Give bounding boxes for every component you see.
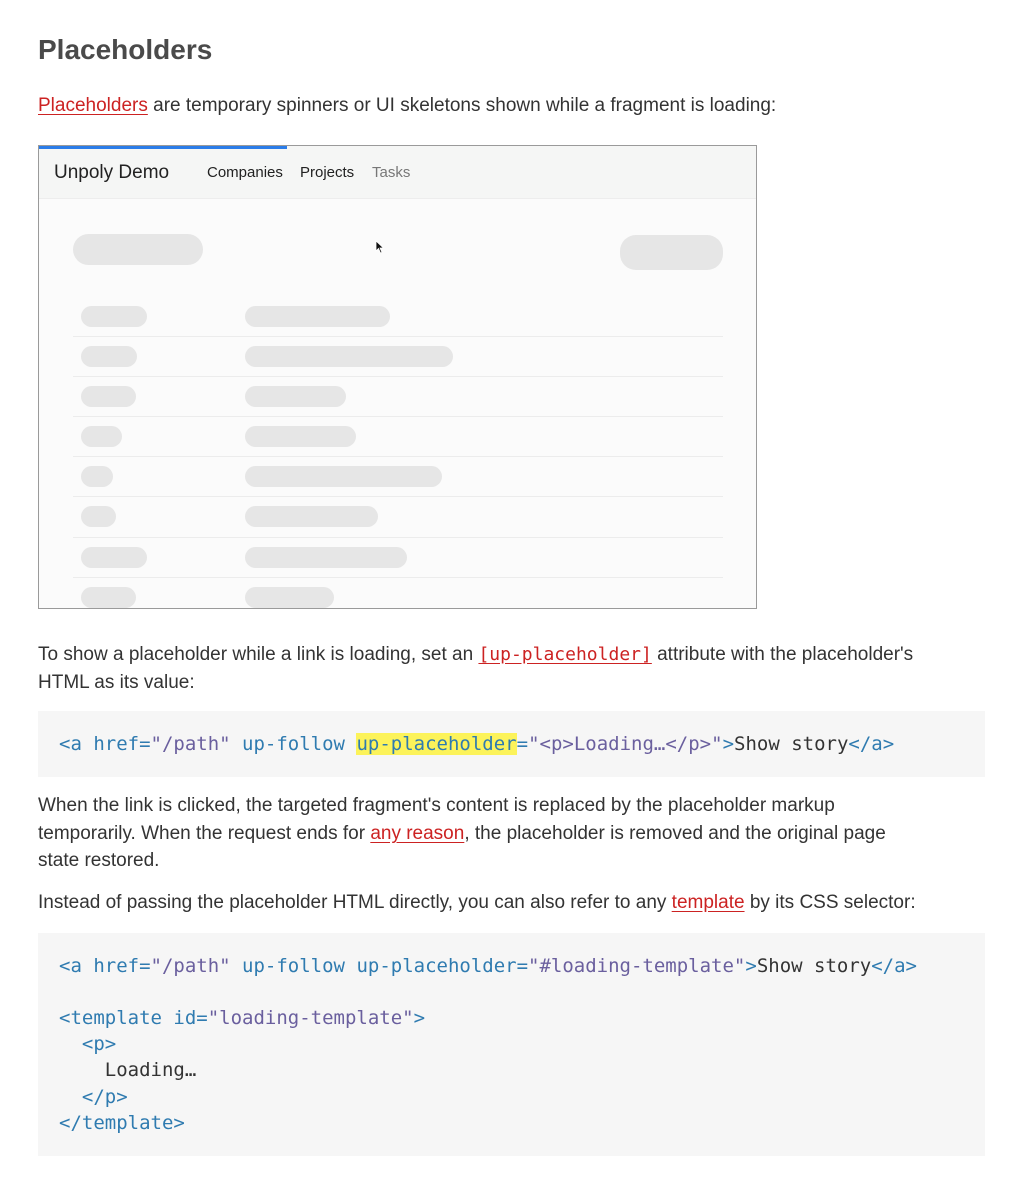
- demo-nav-tasks[interactable]: Tasks: [372, 164, 411, 181]
- skeleton-cell: [81, 426, 122, 447]
- skeleton-cell: [245, 547, 407, 568]
- code-line: <template id="loading-template">: [59, 1007, 426, 1029]
- skeleton-cell: [81, 587, 136, 608]
- skeleton-button: [620, 235, 723, 270]
- code-line: <a href="/path" up-follow up-placeholder="<p>Loading…</p>">Show story</a>: [59, 733, 895, 755]
- placeholder-attr-paragraph-line2: HTML as its value:: [38, 672, 195, 693]
- page-title: Placeholders: [38, 34, 213, 65]
- link-clicked-paragraph-line1: When the link is clicked, the targeted fragment's content is replaced by the placeholder markup: [38, 795, 835, 816]
- skeleton-cell: [245, 386, 346, 407]
- skeleton-row-divider: [73, 456, 723, 457]
- skeleton-row-divider: [73, 376, 723, 377]
- demo-nav-companies[interactable]: Companies: [207, 164, 283, 181]
- skeleton-cell: [81, 547, 147, 568]
- skeleton-heading: [73, 234, 203, 265]
- code-line: </template>: [59, 1112, 185, 1134]
- demo-navbar: [39, 146, 756, 199]
- skeleton-cell: [245, 346, 453, 367]
- code-line: <p>: [59, 1033, 117, 1055]
- skeleton-cell: [245, 587, 334, 608]
- placeholders-link[interactable]: Placeholders: [38, 95, 148, 116]
- skeleton-row-divider: [73, 416, 723, 417]
- skeleton-row-divider: [73, 577, 723, 578]
- intro-text: are temporary spinners or UI skeletons shown while a fragment is loading:: [147, 95, 777, 116]
- up-placeholder-attr-link[interactable]: [up-placeholder]: [478, 644, 652, 665]
- skeleton-cell: [245, 426, 356, 447]
- highlighted-attribute: up-placeholder: [356, 733, 517, 755]
- skeleton-cell: [81, 386, 136, 407]
- link-clicked-paragraph-line3: state restored.: [38, 850, 160, 871]
- demo-brand[interactable]: Unpoly Demo: [54, 162, 170, 183]
- skeleton-row-divider: [73, 537, 723, 538]
- any-reason-link[interactable]: any reason: [370, 823, 465, 844]
- skeleton-cell: [245, 466, 442, 487]
- template-paragraph: Instead of passing the placeholder HTML directly, you can also refer to any template by its CSS selector:: [38, 892, 916, 913]
- demo-progress-bar: [39, 146, 287, 149]
- link-clicked-paragraph-line2: temporarily. When the request ends for any reason, the placeholder is removed and the original page: [38, 823, 886, 844]
- intro-paragraph: [38, 92, 776, 120]
- code-block-inline-placeholder: [38, 711, 985, 777]
- skeleton-cell: [245, 306, 390, 327]
- skeleton-cell: [245, 506, 378, 527]
- skeleton-cell: [81, 506, 116, 527]
- code-line: </p>: [59, 1086, 128, 1108]
- demo-nav-projects[interactable]: Projects: [300, 164, 355, 181]
- skeleton-cell: [81, 306, 147, 327]
- skeleton-row-divider: [73, 496, 723, 497]
- demo-preview: [38, 145, 757, 609]
- skeleton-row-divider: [73, 336, 723, 337]
- placeholder-attr-paragraph: To show a placeholder while a link is loading, set an [up-placeholder] attribute with the placeholder's: [38, 644, 914, 665]
- template-link[interactable]: template: [671, 892, 745, 913]
- mouse-cursor-icon: [375, 240, 385, 254]
- skeleton-cell: [81, 466, 113, 487]
- code-block-template-placeholder: [38, 933, 985, 1156]
- code-line: <a href="/path" up-follow up-placeholder="#loading-template">Show story</a>: [59, 955, 917, 977]
- code-line: Loading…: [59, 1059, 197, 1081]
- skeleton-cell: [81, 346, 137, 367]
